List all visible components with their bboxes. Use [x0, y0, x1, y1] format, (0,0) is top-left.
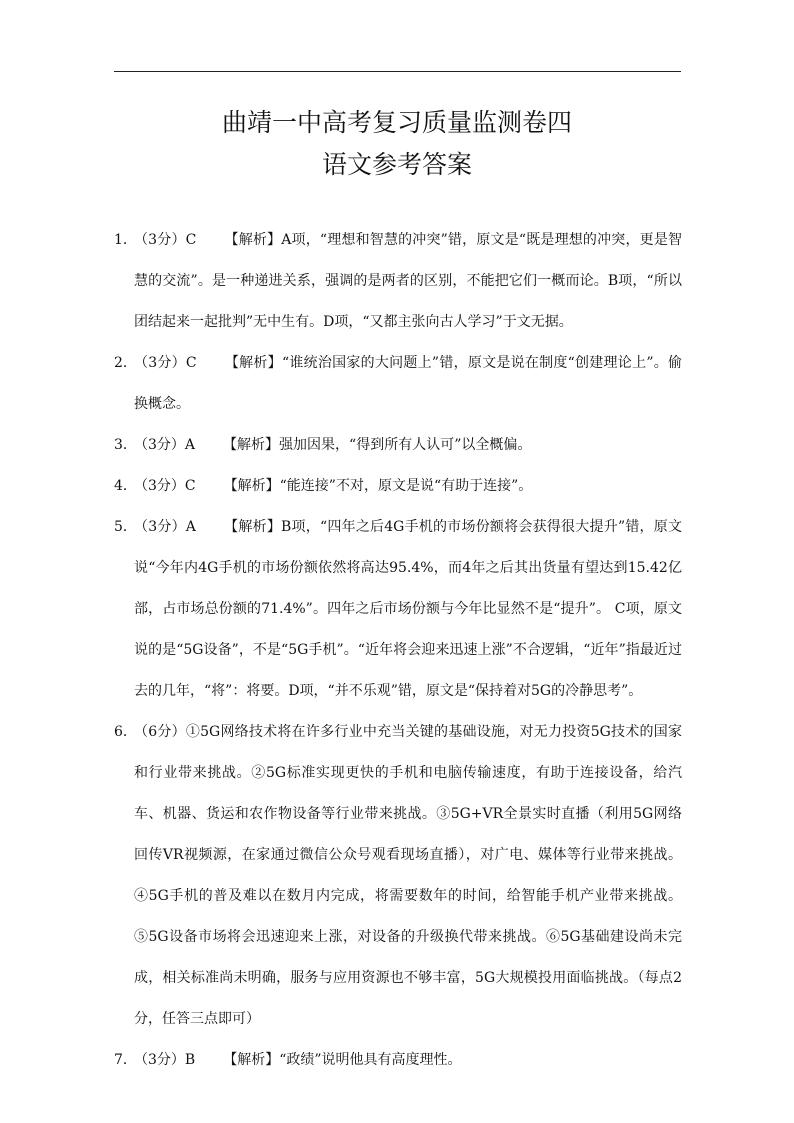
analysis-tag: 【解析】	[223, 519, 282, 535]
item-text: “能连接”不对，原文是说“有助于连接”。	[279, 478, 533, 494]
document-subtitle: 语文参考答案	[321, 150, 472, 179]
answer-item-1	[114, 220, 682, 343]
item-text: ①5G网络技术将在许多行业中充当关键的基础设施，对无力投资5G技术的国家和行业带来挑战。②5G标准实现更快的手机和电脑传输速度，有助于连接设备，给汽车、机器、货运和农作物设备等行业带来挑战。③5G+VR全景实时直播（利用5G网络回传VR视频源，在家通过微信公众号观看现场直播），对广电、媒体等行业带来挑战。④5G手机的普及难以在数月内完成，将需要数年的时间，给智能手机产业带来挑战。⑤5G设备市场将会迅速迎来上涨，对设备的升级换代带来挑战。⑥5G基础建设尚未完成，相关标准尚未明确，服务与应用资源也不够丰富，5G大规模投用面临挑战。（每点2分，任答三点即可）	[134, 724, 682, 1027]
answer-item-5	[114, 507, 682, 712]
document-title: 曲靖一中高考复习质量监测卷四	[221, 108, 572, 137]
item-score: （6分）	[134, 724, 186, 740]
item-number: 6．	[114, 724, 137, 740]
answer-item-4	[114, 466, 682, 507]
item-score: （3分）A	[134, 437, 196, 453]
item-number: 1．	[114, 232, 137, 248]
item-text: “政绩”说明他具有高度理性。	[279, 1052, 462, 1068]
item-score: （3分）B	[134, 1052, 196, 1068]
item-score: （3分）C	[134, 355, 197, 371]
item-text: “谁统治国家的大问题上”错，原文是说在制度“创建理论上”。偷换概念。	[134, 355, 682, 412]
item-number: 3．	[114, 437, 137, 453]
item-number: 7．	[114, 1052, 137, 1068]
item-number: 5．	[114, 519, 137, 535]
header-rule	[114, 71, 681, 72]
analysis-tag: 【解析】	[224, 232, 282, 248]
item-number: 2．	[114, 355, 137, 371]
item-score: （3分）C	[134, 232, 197, 248]
analysis-tag: 【解析】	[223, 478, 280, 494]
analysis-tag: 【解析】	[223, 437, 280, 453]
answer-item-6	[114, 712, 682, 1040]
item-text: 强加因果，“得到所有人认可”以全概偏。	[279, 437, 532, 453]
analysis-tag: 【解析】	[223, 1052, 280, 1068]
answer-item-2	[114, 343, 682, 425]
item-text: A项，“理想和智慧的冲突”错，原文是“既是理想的冲突，更是智慧的交流”。是一种递进关系，强调的是两者的区别，不能把它们一概而论。B项，“所以团结起来一起批判”无中生有。D项，“又都主张向古人学习”于文无据。	[134, 232, 683, 330]
item-text: B项，“四年之后4G手机的市场份额将会获得很大提升”错，原文说“今年内4G手机的市场份额依然将高达95.4%，而4年之后其出货量有望达到15.42亿部，占市场总份额的71.4%”。四年之后市场份额与今年比显然不是“提升”。 C项，原文说的是“5G设备”，不是“5G手机”。“近年将会迎来迅速上涨”不合逻辑，“近年”指最近过去的几年，“将”：将要。D项，“并不乐观”错，原文是“保持着对5G的冷静思考”。	[134, 519, 682, 699]
answer-list	[114, 220, 682, 1081]
item-score: （3分）A	[134, 519, 196, 535]
item-number: 4．	[114, 478, 137, 494]
answer-item-3	[114, 425, 682, 466]
item-score: （3分）C	[134, 478, 196, 494]
answer-item-7	[114, 1040, 682, 1081]
analysis-tag: 【解析】	[224, 355, 282, 371]
